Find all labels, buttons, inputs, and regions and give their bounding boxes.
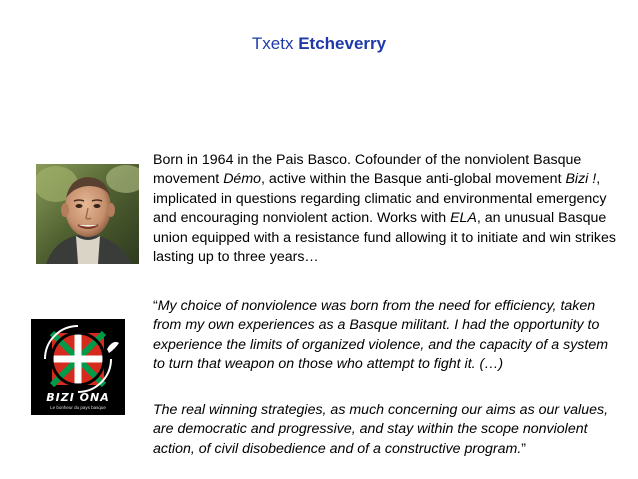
quote-text-1: My choice of nonviolence was born from the need for efficiency, taken from my own experiences as a Basque militant. I had the opportunity to experience the limits of organized violence, and the capacity of a system to turn that weapon on those who attempt to fight it. (…) [153, 298, 609, 373]
title-first-name: Txetx [251, 34, 294, 53]
bio-text-4: , an unusual Basque union equipped with a resistance fund allowing it to initiate and win strikes lasting up to three years… [153, 210, 616, 266]
portrait-illustration [36, 164, 139, 264]
logo-wordmark: BIZI ONA [46, 391, 110, 404]
biography-paragraph [153, 151, 623, 267]
bio-ela: ELA [450, 210, 477, 227]
bio-demo: Démo [223, 171, 262, 188]
quote-paragraph-2 [153, 401, 623, 459]
bio-text-3: , implicated in questions regarding climatic and environmental emergency and encouraging nonviolent action. Works with [153, 171, 607, 227]
quote-close-mark: ” [521, 440, 527, 457]
bizi-ona-logo [31, 319, 125, 415]
logo-subtitle: Le bonheur du pays basque [50, 405, 106, 410]
bio-text-1: Born in 1964 in the Pais Basco. Cofounder of the nonviolent Basque movement [153, 152, 582, 188]
portrait-photo [36, 164, 139, 264]
quote-open-mark: “ [153, 298, 158, 314]
title-last-name: Etcheverry [298, 34, 387, 53]
page-title [0, 34, 638, 54]
quote-paragraph-1 [153, 297, 623, 375]
quote-text-2: The real winning strategies, as much concerning our aims as our values, are democratic and progressive, and stay within the scope nonviolent action, of civil disobedience and of a constructive program. [153, 402, 609, 457]
bio-text-2: , active within the Basque anti-global movement [261, 171, 566, 188]
bio-bizi: Bizi ! [565, 171, 597, 188]
